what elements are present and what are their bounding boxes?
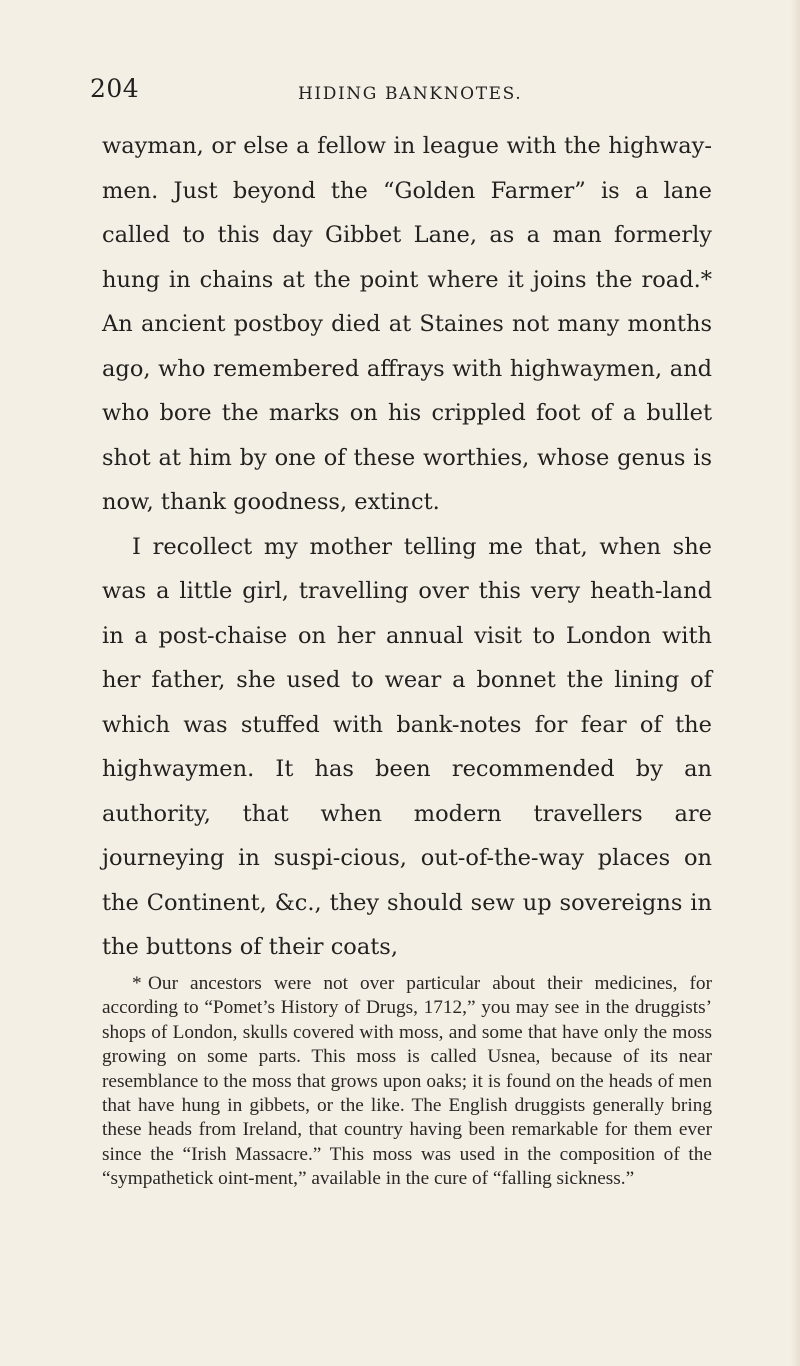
footnote-marker: * [132, 973, 142, 994]
footnote-text: Our ancestors were not over particular about their medicines, for according to “Pomet’s History of Drugs, 1712,” you may see in the druggists’ shops of London, skulls covered with moss, and some that have only the moss growing on some parts. This moss is called Usnea, because of its near resemblance to the moss that grows upon oaks; it is found on the heads of men that have hung in gibbets, or the like. The English druggists generally bring these heads from Ireland, that country having been remarkable for them ever since the “Irish Massacre.” This moss was used in the composition of the “sympathetick oint-ment,” available in the cure of “falling sickness.” [102, 973, 712, 1190]
footnote [102, 972, 712, 1192]
running-head: HIDING BANKNOTES. [298, 84, 523, 104]
body-text [102, 124, 712, 970]
paragraph-1: wayman, or else a fellow in league with the highway-men. Just beyond the “Golden Farmer” is a lane called to this day Gibbet Lane, as a man formerly hung in chains at the point where it joins the road.* An ancient postboy died at Staines not many months ago, who remembered affrays with highwaymen, and who bore the marks on his crippled foot of a bullet shot at him by one of these worthies, whose genus is now, thank goodness, extinct. [102, 133, 712, 515]
paragraph-2: I recollect my mother telling me that, when she was a little girl, travelling over this very heath-land in a post-chaise on her annual visit to London with her father, she used to wear a bonnet the lining of which was stuffed with bank-notes for fear of the highwaymen. It has been recommended by an authority, that when modern travellers are journeying in suspi-cious, out-of-the-way places on the Continent, &c., they should sew up sovereigns in the buttons of their coats, [102, 533, 712, 960]
page-edge-shadow [790, 0, 800, 1366]
page-number: 204 [90, 74, 140, 103]
